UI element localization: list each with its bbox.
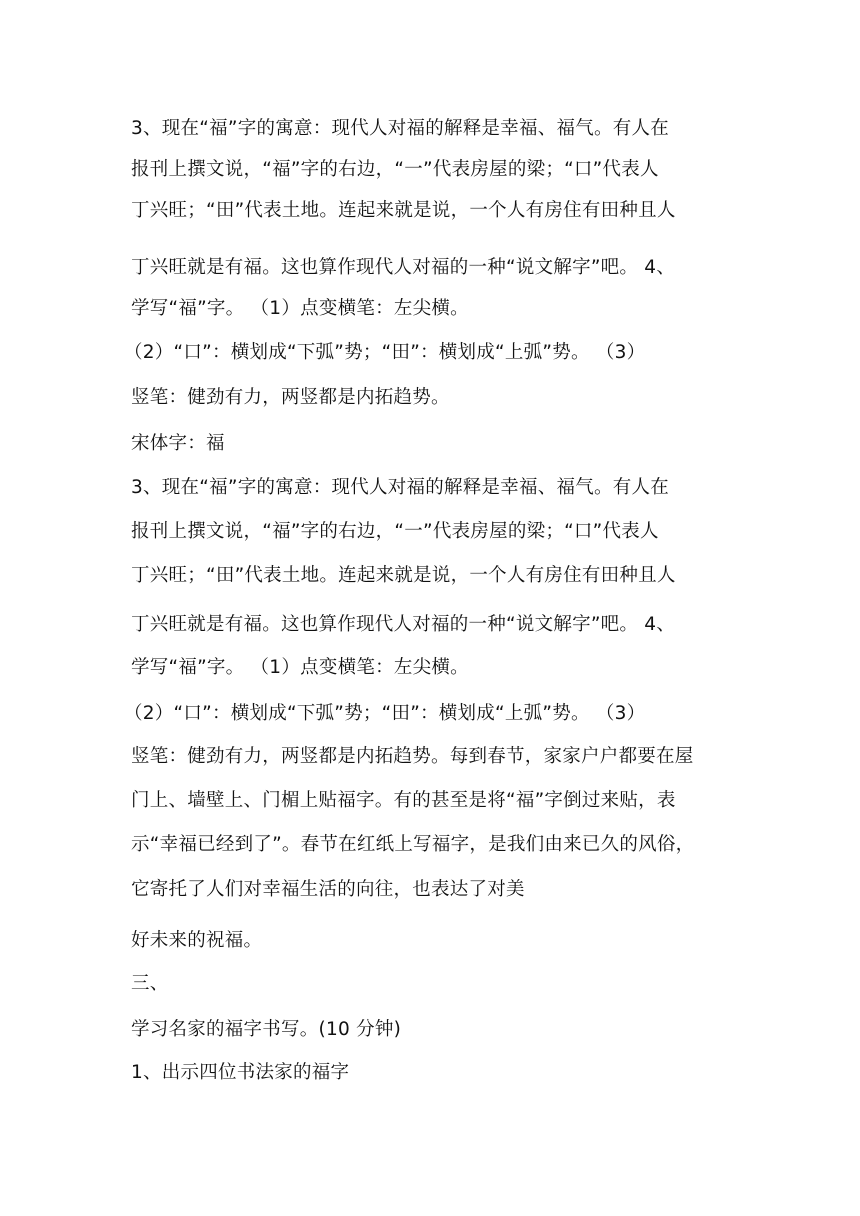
text-line: 学习名家的福字书写。(10 分钟) <box>131 1019 402 1040</box>
text-line: 丁兴旺；“田”代表土地。连起来就是说，一个人有房住有田种且人 <box>131 200 676 221</box>
text-line: 3、现在“福”字的寓意：现代人对福的解释是幸福、福气。有人在 <box>131 477 669 498</box>
text-line: 好未来的祝福。 <box>131 930 263 951</box>
text-line: （2）“口”：横划成“下弧”势；“田”：横划成“上弧”势。 （3） <box>124 703 646 724</box>
text-line: 竖笔：健劲有力，两竖都是内拓趋势。每到春节，家家户户都要在屋 <box>131 746 694 767</box>
text-line: 报刊上撰文说，“福”字的右边，“一”代表房屋的梁；“口”代表人 <box>131 521 659 542</box>
text-line: 学写“福”字。 （1）点变横笔：左尖横。 <box>131 298 469 319</box>
text-line: 它寄托了人们对幸福生活的向往，也表达了对美 <box>131 879 525 900</box>
text-line: 学写“福”字。 （1）点变横笔：左尖横。 <box>131 657 469 678</box>
text-line: 竖笔：健劲有力，两竖都是内拓趋势。 <box>131 387 450 408</box>
text-line: 门上、墙壁上、门楣上贴福字。有的甚至是将“福”字倒过来贴，表 <box>131 790 676 811</box>
text-line: 宋体字：福 <box>131 433 225 454</box>
text-line: 3、现在“福”字的寓意：现代人对福的解释是幸福、福气。有人在 <box>131 118 669 139</box>
text-line: （2）“口”：横划成“下弧”势；“田”：横划成“上弧”势。 （3） <box>124 342 646 363</box>
text-line: 三、 <box>131 973 169 994</box>
text-line: 丁兴旺就是有福。这也算作现代人对福的一种“说文解字”吧。 4、 <box>131 614 676 635</box>
text-line: 1、出示四位书法家的福字 <box>131 1062 350 1083</box>
text-line: 报刊上撰文说，“福”字的右边，“一”代表房屋的梁；“口”代表人 <box>131 159 659 180</box>
text-line: 丁兴旺；“田”代表土地。连起来就是说，一个人有房住有田种且人 <box>131 565 676 586</box>
text-line: 示“幸福已经到了”。春节在红纸上写福字，是我们由来已久的风俗， <box>131 834 695 855</box>
text-line: 丁兴旺就是有福。这也算作现代人对福的一种“说文解字”吧。 4、 <box>131 257 676 278</box>
